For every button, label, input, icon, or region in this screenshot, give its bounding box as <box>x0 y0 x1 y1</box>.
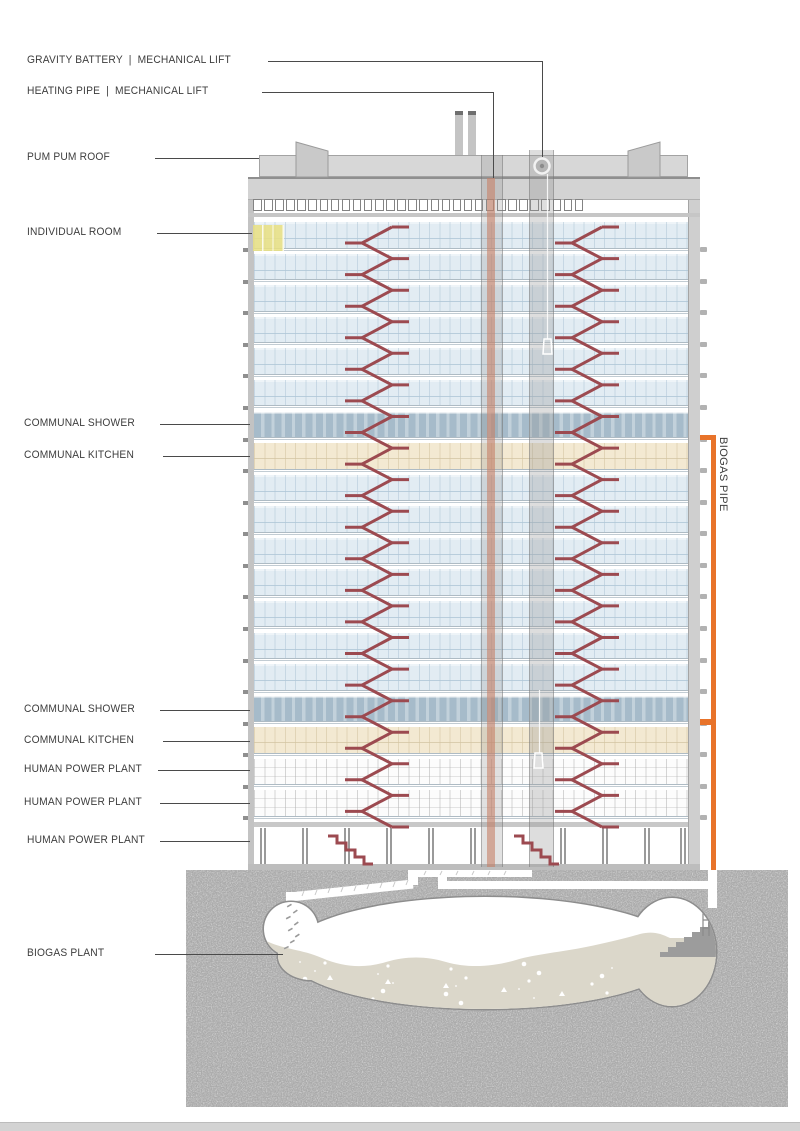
leader-line <box>163 456 250 457</box>
stair-zigzag <box>362 227 392 827</box>
stair-zigzags <box>345 227 619 827</box>
leader-line <box>157 233 252 234</box>
ground-stair-left <box>328 836 373 864</box>
label-communal-kitchen-2: COMMUNAL KITCHEN <box>24 734 135 746</box>
leader-line <box>163 741 250 742</box>
leader-line <box>160 841 250 842</box>
label-communal-shower-2: COMMUNAL SHOWER <box>24 703 135 715</box>
stair-landing-dashes <box>345 227 409 827</box>
leader-line <box>268 61 542 62</box>
leader-line <box>155 158 259 159</box>
label-communal-shower-1: COMMUNAL SHOWER <box>24 417 135 429</box>
pulley-hub <box>540 164 544 168</box>
label-biogas-plant: BIOGAS PLANT <box>27 947 105 959</box>
stair-landing-dashes <box>555 227 619 827</box>
label-communal-kitchen-1: COMMUNAL KITCHEN <box>24 449 135 461</box>
leader-line <box>155 954 283 955</box>
label-human-power-plant-2: HUMAN POWER PLANT <box>24 796 142 808</box>
roof-block-right <box>628 142 660 177</box>
leader-line <box>160 710 250 711</box>
label-pum-pum-roof: PUM PUM ROOF <box>27 151 110 163</box>
leader-line <box>160 424 250 425</box>
label-heating-pipe: HEATING PIPE | MECHANICAL LIFT <box>27 85 209 97</box>
leader-drop-line <box>542 61 543 157</box>
label-individual-room: INDIVIDUAL ROOM <box>27 226 122 238</box>
lift-cab-lower <box>534 753 543 768</box>
biogas-pipe-stub-top <box>700 435 716 440</box>
stair-zigzag <box>572 227 602 827</box>
biogas-pipe <box>711 437 716 870</box>
label-human-power-plant-3: HUMAN POWER PLANT <box>27 834 145 846</box>
label-human-power-plant-1: HUMAN POWER PLANT <box>24 763 142 775</box>
lift-cab-upper <box>543 339 552 354</box>
leader-line <box>262 92 493 93</box>
roof-block-left <box>296 142 328 177</box>
biogas-pipe-stub-mid <box>700 719 716 725</box>
leader-line <box>160 803 250 804</box>
label-biogas-pipe: BIOGAS PIPE <box>717 437 729 512</box>
ground-stair-right <box>514 836 559 864</box>
leader-line <box>158 770 250 771</box>
leader-drop-line <box>493 92 494 178</box>
label-gravity-battery: GRAVITY BATTERY | MECHANICAL LIFT <box>27 54 231 66</box>
